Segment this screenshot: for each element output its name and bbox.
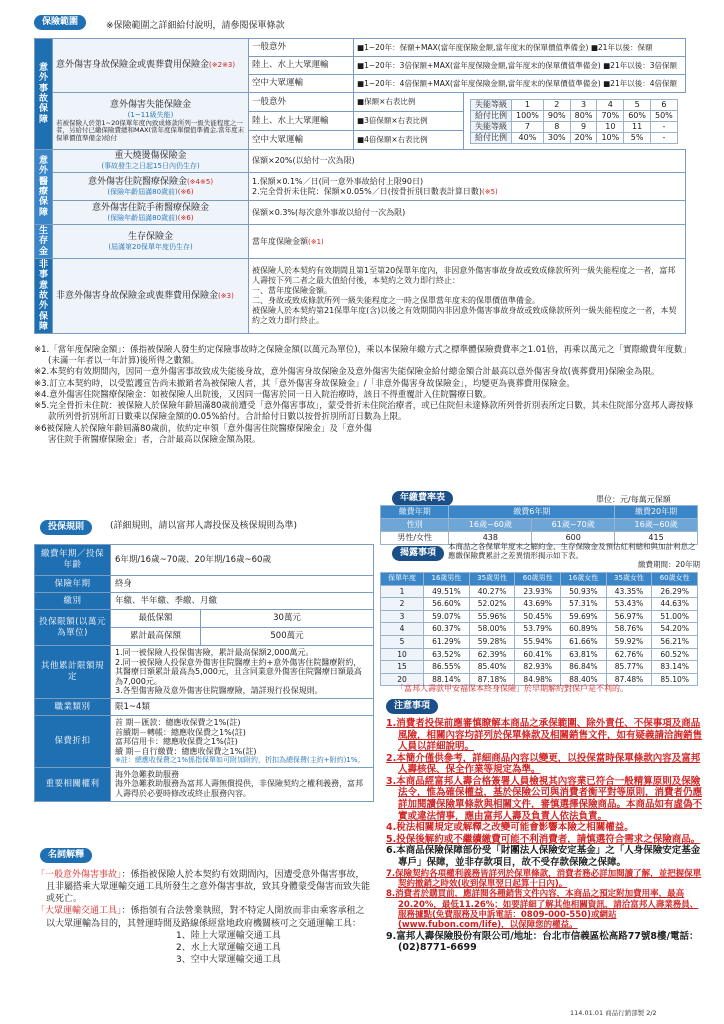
coverage-item: 陸上、水上大眾運輸	[249, 112, 354, 131]
section-notes-pill: 注意事項	[386, 699, 438, 714]
hospital-benefit-name: 意外傷害住院醫療保險金(※4※5) (保險年齡屆滿80歲前)(※6)	[53, 173, 249, 201]
coverage-desc: ■保額×右表比例	[354, 93, 464, 112]
coverage-item: 一般意外	[249, 39, 354, 57]
note-item: 2.本簡介僅供參考，詳細商品內容以變更，以投保當時保單條款內容及富邦人壽核保、保全作業等規定為準。	[386, 752, 701, 776]
section-coverage-pill: 保險範圍	[34, 15, 86, 30]
footnote: ※4.意外傷害住院醫療保險金：如被保險人出院後，又因同一傷害於同一日入院治療時，該日不得重覆計入住院醫療日數。	[34, 389, 492, 400]
notes-list	[386, 718, 704, 954]
glossary	[36, 869, 372, 966]
note-item: 1.消費者投保前應審慎瞭解本商品之承保範圍、除外責任、不保事項及商品風險，相關內容均詳列於保單條款及相關銷售文件，如有疑義請洽詢銷售人員以詳細說明。	[386, 718, 703, 753]
nonaccident-benefit-desc: 被保險人於本契約有效期間且第1至第20保單年度內，非因意外傷害事故身故或致成條款所列一級失能程度之一者，富邦人壽按下列二者之最大值給付後，本契約之效力即行終止： 一、當年度保險金額。 二、身故或致成條款所列一級失能程度之一時之保單當年度末的保單價值準備金。 被保險人於本契約第21保單年度(含)以後之有效期間內非因意外傷害事故身故或致成條款所列一級失能程度之一者，本契約之效力即行終止。	[249, 259, 686, 334]
footnote: ※2.本契約有效期間內，因同一意外傷害事故致成失能後身故，意外傷害身故保險金及意外傷害失能保險金給付總金額合計最高以意外傷害身故(喪葬費用)保險金為限。	[34, 367, 660, 378]
coverage-table	[34, 38, 686, 334]
table-row: 20 88.14% 87.18% 84.98% 88.40% 87.48% 85.10%	[381, 673, 698, 686]
note-item: 8.消費者於購買前，應詳閱各種銷售文件內容，本商品之預定附加費用率，最高20.20%，最低11.26%；如要詳細了解其他相關資訊，請洽富邦人壽業務員、服務據點(免費服務及申訴電話：0809-000-550)或網站(www.fubon.com/life)，以保障您的權益。	[386, 889, 699, 931]
category-accident: 意外事故保障	[35, 39, 53, 150]
section-glossary-pill: 名詞解釋	[40, 848, 92, 863]
illustration-warning: 「富邦人壽款甲安福保本終身保險」於早期解約對保戶是不利的。	[396, 684, 628, 693]
coverage-item: 空中大眾運輸	[249, 131, 354, 150]
coverage-footnotes	[34, 345, 694, 446]
section-illustration-pill: 揭露事項	[392, 546, 444, 561]
glossary-subitem: 3、空中大眾運輸交通工具	[176, 954, 281, 965]
burn-benefit-name: 重大燒燙傷保險金 (事故發生之日起15日內仍生存)	[53, 150, 249, 173]
illustration-table: 保單年度 16歲男性 35歲男性 60歲男性 16歲女性 35歲女性 60歲女性 1 49.51% 40.27% 23.93% 50.93% 43.35% 26.29% 2 56.60% 52.02% 43.69% 57.31% 53.43% 44.63% 3 59.07% 55.96% 50.45% 59.69% 56.97% 51.00% 4 60.37% 58.00% 53.79% 60.89% 58.76% 54.20% 5 61.29% 59.28% 55.94% 61.66% 59.92% 56.21% 10 63.52% 62.39% 60.41% 63.81% 62.76% 60.52% 15 86.55% 85.40% 82.93% 86.84% 85.77% 83.14% 20 88.14% 87.18% 84.98% 88.40% 87.48% 85.10%	[380, 572, 698, 686]
footnote: ※1.「當年度保險金額」：係指被保險人發生約定保險事故時之保險金額(以萬元為單位)，乘以本保險年繳方式之標準體保險費費率之1.01倍，再乘以萬元之「實際繳費年度數」(未滿一年者以一年計算)後所得之數額。	[34, 345, 692, 367]
nonaccident-benefit-name: 非意外傷害身故保險金或喪葬費用保險金(※3)	[53, 259, 249, 334]
illustration-text: 本商品之各保單年度末之解約金、生存保險金及預估紅利總和與加計利息之應繳保險費累計之差異情形揭示如下表。 繳費期間：20年期	[448, 542, 700, 569]
coverage-item: 空中大眾運輸	[249, 75, 354, 93]
death-benefit-name: 意外傷害身故保險金或喪葬費用保險金(※2※3)	[53, 39, 249, 93]
table-row: 10 63.52% 62.39% 60.41% 63.81% 62.76% 60.52%	[381, 648, 698, 661]
glossary-item: 「一般意外傷害事故」：係指被保險人於本契約有效期間內，因遭受意外傷害事故，且非屬搭乘大眾運輸交通工具所發生之意外傷害事故，致其身體蒙受傷害而致失能或死亡。	[36, 870, 371, 905]
table-row: 3 59.07% 55.96% 50.45% 59.69% 56.97% 51.00%	[381, 610, 698, 623]
footnote: ※3.訂立本契約時，以受監護宣告尚未撤銷者為被保險人者，其「意外傷害身故保險金」/「非意外傷害身故保險金」，均變更為喪葬費用保險金。	[34, 378, 575, 389]
surgery-benefit-name: 意外傷害住院手術醫療保險金 (保險年齡屆滿80歲前)(※6)	[53, 201, 249, 225]
coverage-desc: ■3倍保額×右表比例	[354, 112, 464, 131]
section-rules-pill: 投保規則	[40, 520, 92, 535]
print-stamp: 114.01.01 商品行銷部製 2/2	[570, 1009, 657, 1017]
glossary-item: 「大眾運輸交通工具」：係指領有合法營業執照，對不特定人開放而非由乘客承租之以大眾運輸為目的，其營運時間及路線係經當地政府機關核可之交通運輸工具：	[36, 906, 365, 929]
disability-grade-table: 失能等級 1 2 3 4 5 6 給付比例 100% 90% 80% 70% 60% 50% 失能等級 7 8 9 10 11 - 給付比例 40% 30% 20% 10% 5% -	[464, 93, 686, 150]
table-row: 15 86.55% 85.40% 82.93% 86.84% 85.77% 83.14%	[381, 661, 698, 674]
hospital-benefit-desc: 1.保額×0.1%／日(同一意外事故給付上限90日) 2.完全骨折未住院：保額×0.05%／日(按骨折別日數表計算日數)(※5)	[249, 173, 686, 201]
coverage-desc: ■4倍保額×右表比例	[354, 131, 464, 150]
category-medical: 意外醫療保障	[35, 150, 53, 225]
coverage-note: ※保險範圍之詳細給付說明，請參閱保單條款	[106, 21, 285, 31]
table-row: 5 61.29% 59.28% 55.94% 61.66% 59.92% 56.21%	[381, 635, 698, 648]
rules-table: 繳費年期／投保年齡 6年期/16歲~70歲、20年期/16歲~60歲 保險年期 終身 繳別 年繳、半年繳、季繳、月繳 投保限額(以萬元為單位) 最低保額 30萬元 累計最高保額 500萬元 其他累計限額規定 1.同一被保險人投保傷害險，累計最高保額2,000萬元。 2.同一被保險人投保意外傷害住院醫療主約+意外傷害住院醫療附約，其醫療日額累計最高為5,000元，且含同業意外傷害住院醫療日額最高為7,000元。 3.各型傷害險及意外傷害住院醫療險，請詳現行投保規則。 職業類別 限1~4類 保費折扣 首 期－匯款：總應收保費之1%(註) 首續期－轉帳：總應收保費之1%(註) 富邦信用卡：總應收保費之1%(註) 續 期－自行繳費：總應收保費之1%(註) ※註：總應收保費之1%係指保單如可附加附約，折扣為總保費(主約+附約)1%。 重要相關權利 海外急難救助服務 海外急難救助服務為富邦人壽無償提供，非保險契約之權利義務，富邦人壽得於必要時修改或終止服務內容。	[34, 544, 374, 802]
glossary-subitem: 2、水上大眾運輸交通工具	[176, 942, 281, 953]
surgery-benefit-desc: 保額×0.3%(每次意外事故以給付一次為限)	[249, 201, 686, 225]
coverage-item: 一般意外	[249, 93, 354, 112]
glossary-subitem: 1、陸上大眾運輸交通工具	[176, 930, 281, 941]
category-survival: 生存金	[35, 225, 53, 259]
note-item: 5.投保後解約或不繼續繳費可能不利消費者，請慎選符合需求之保險商品。	[386, 833, 701, 845]
coverage-desc: ■1~20年：4倍保額+MAX(當年度保險金額,當年度末的保單價值準備金) ■21年以後：4倍保額	[354, 75, 686, 93]
survival-benefit-name: 生存保險金 (屆滿第20保單年度仍生存)	[53, 225, 249, 259]
premium-unit: 單位：元/每萬元保額	[596, 495, 671, 504]
coverage-desc: ■1~20年：3倍保額+MAX(當年度保險金額,當年度末的保單價值準備金) ■21年以後：3倍保額	[354, 57, 686, 75]
survival-benefit-desc: 當年度保險金額(※1)	[249, 225, 686, 259]
table-row: 4 60.37% 58.00% 53.79% 60.89% 58.76% 54.20%	[381, 623, 698, 636]
disability-benefit-name: 意外傷害失能保險金 (1~11級失能) 若被保險人於第1~20保單年度內致成條款所列一級失能程度之一者，另給付已繳保險費總和MAX(當年度保單價值準備金,當年度末保單價值準備金)給付	[53, 93, 249, 150]
note-item: 6.本商品保險保障部份受「財團法人保險安定基金」之「人身保險安定基金專戶」保障，並非存款項目，故不受存款保險之保障。	[386, 845, 701, 868]
note-item: 9.富邦人壽保險股份有限公司/地址：台北市信義區松高路77號8樓/電話：(02)8771-6699	[386, 930, 699, 954]
note-item: 4.稅法相關規定或解釋之改變可能會影響本險之相關權益。	[386, 822, 634, 834]
note-item: 7.保險契約各項權利義務皆詳列於保單條款，消費者務必詳加閱讀了解，並把握保單契約撤銷之時效(收到保單翌日起算十日內)。	[386, 868, 702, 889]
footnote: ※6被保險人於保險年齡屆滿80歲前，依約定申領「意外傷害住院醫療保險金」及「意外傷害住院手術醫療保險金」者，合計最高以保險金額為限。	[34, 423, 372, 445]
category-nonaccident: 非事意故外保障	[35, 259, 53, 334]
section-premium-pill: 年繳費率表	[392, 491, 453, 506]
table-row: 1 49.51% 40.27% 23.93% 50.93% 43.35% 26.29%	[381, 585, 698, 598]
rules-subtitle: (詳細規則，請以富邦人壽投保及核保規則為準)	[110, 521, 298, 531]
note-item: 3.本商品經富邦人壽合格簽署人員檢視其內容業已符合一般精算原則及保險法令，惟為確保權益，基於保險公司與消費者衡平對等原則，消費者仍應詳加閱讀保險單條款與相關文件，審慎選擇保險商品。本商品如有虛偽不實或違法情事，應由富邦人壽及負責人依法負責。	[386, 775, 703, 822]
coverage-item: 陸上、水上大眾運輸	[249, 57, 354, 75]
table-row: 2 56.60% 52.02% 43.69% 57.31% 53.43% 44.63%	[381, 598, 698, 611]
burn-benefit-desc: 保額×20%(以給付一次為限)	[249, 150, 686, 173]
footnote: ※5.完全骨折未住院：被保險人於保險年齡屆滿80歲前遭受「意外傷害事故」，蒙受骨折未住院治療者，或已住院但未達條款所列骨折別表所定日數，其未住院部分富邦人壽按條款所列骨折別所訂日數乘以保險金額的0.05%給付。合計給付日數以按骨折別所訂日數為上限。	[34, 401, 694, 423]
coverage-desc: ■1~20年：保額+MAX(當年度保險金額,當年度末的保單價值準備金) ■21年以後：保額	[354, 39, 686, 57]
premium-table: 繳費年期 繳費6年期 繳費20年期 性別 16歲~60歲 61歲~70歲 16歲~60歲 男性/女性 438 600 415	[380, 505, 698, 545]
